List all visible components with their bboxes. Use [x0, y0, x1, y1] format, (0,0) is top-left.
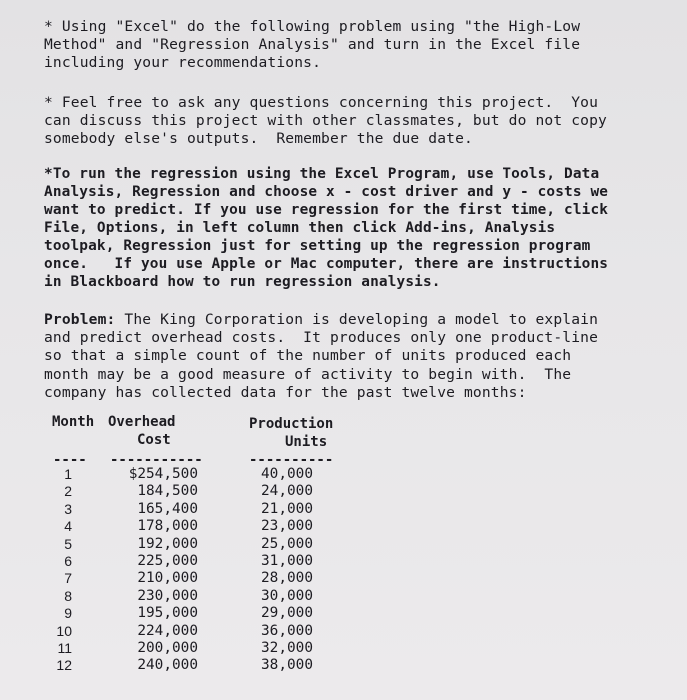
- text-line: * Feel free to ask any questions concerning this project. You: [44, 94, 599, 111]
- units-cell: 38,000: [261, 657, 313, 674]
- month-cell: 1: [64, 466, 72, 482]
- month-cell: 2: [64, 483, 72, 500]
- excel-instruction-paragraph: [44, 18, 654, 73]
- cost-cell: 210,000: [137, 570, 198, 587]
- production-units-column: [255, 466, 313, 675]
- header-units: Units: [285, 434, 328, 450]
- text-line: [44, 311, 654, 329]
- problem-first-line: The King Corporation is developing a model to explain: [115, 311, 599, 328]
- rule-month: ----: [53, 452, 87, 468]
- text-line: and predict overhead costs. It produces only one product-line: [44, 329, 599, 347]
- text-line: somebody else's outputs. Remember the due date.: [44, 130, 473, 148]
- cost-cell: 240,000: [137, 657, 198, 674]
- units-cell: 29,000: [261, 605, 313, 622]
- text-line: *To run the regression using the Excel Program, use Tools, Data: [44, 166, 600, 182]
- units-cell: 32,000: [261, 640, 313, 657]
- month-cell: 4: [64, 518, 72, 535]
- units-cell: 24,000: [261, 483, 313, 500]
- regression-instructions-paragraph: [44, 165, 654, 291]
- cost-cell: 165,400: [137, 500, 198, 517]
- cost-cell: 200,000: [137, 640, 198, 657]
- rule-units: ----------: [249, 452, 334, 468]
- cost-cell: 178,000: [137, 518, 198, 535]
- text-line: month may be a good measure of activity to begin with. The: [44, 365, 572, 383]
- units-cell: 23,000: [261, 518, 313, 535]
- header-overhead: Overhead: [108, 414, 176, 430]
- units-cell: 30,000: [261, 587, 313, 604]
- text-line: can discuss this project with other classmates, but do not copy: [44, 112, 607, 130]
- units-cell: 36,000: [261, 622, 313, 639]
- text-line: once. If you use Apple or Mac computer, there are instructions: [44, 256, 609, 272]
- header-cost: Cost: [137, 432, 171, 448]
- text-line: in Blackboard how to run regression analysis.: [44, 274, 441, 290]
- month-cell: 8: [64, 587, 72, 604]
- problem-label: Problem:: [44, 311, 116, 328]
- cost-cell: 225,000: [137, 553, 198, 570]
- units-cell: 25,000: [261, 535, 313, 552]
- month-cell: 3: [64, 500, 72, 517]
- units-cell: 40,000: [261, 466, 313, 482]
- text-line: File, Options, in left column then click Add-ins, Analysis: [44, 220, 556, 236]
- cost-cell: 230,000: [137, 587, 198, 604]
- text-line: toolpak, Regression just for setting up the regression program: [44, 238, 591, 254]
- text-line: Analysis, Regression and choose x - cost driver and y - costs we: [44, 184, 609, 200]
- month-cell: 12: [56, 657, 72, 674]
- month-cell: 6: [64, 553, 72, 570]
- units-cell: 31,000: [261, 553, 313, 570]
- text-line: so that a simple count of the number of units produced each: [44, 347, 572, 365]
- month-cell: 5: [64, 535, 72, 552]
- text-line: including your recommendations.: [44, 54, 322, 72]
- month-cell: 10: [56, 622, 72, 639]
- cost-cell: 184,500: [137, 483, 198, 500]
- month-cell: 7: [64, 570, 72, 587]
- text-line: Method" and "Regression Analysis" and turn in the Excel file: [44, 36, 581, 54]
- units-cell: 21,000: [261, 500, 313, 517]
- rule-cost: -----------: [110, 452, 203, 468]
- cost-cell: 224,000: [137, 622, 198, 639]
- text-line: want to predict. If you use regression for the first time, click: [44, 202, 609, 218]
- cost-cell: $254,500: [128, 466, 198, 482]
- month-column: [50, 466, 72, 675]
- overhead-cost-column: [118, 466, 198, 675]
- text-line: company has collected data for the past twelve months:: [44, 383, 527, 401]
- month-cell: 11: [57, 640, 72, 657]
- units-cell: 28,000: [261, 570, 313, 587]
- text-line: * Using "Excel" do the following problem using "the High-Low: [44, 18, 581, 35]
- problem-paragraph: [44, 311, 654, 402]
- month-cell: 9: [64, 605, 72, 622]
- header-production: Production: [249, 416, 334, 432]
- header-month: Month: [52, 414, 95, 430]
- cost-cell: 192,000: [137, 535, 198, 552]
- cost-cell: 195,000: [137, 605, 198, 622]
- questions-paragraph: [44, 94, 654, 149]
